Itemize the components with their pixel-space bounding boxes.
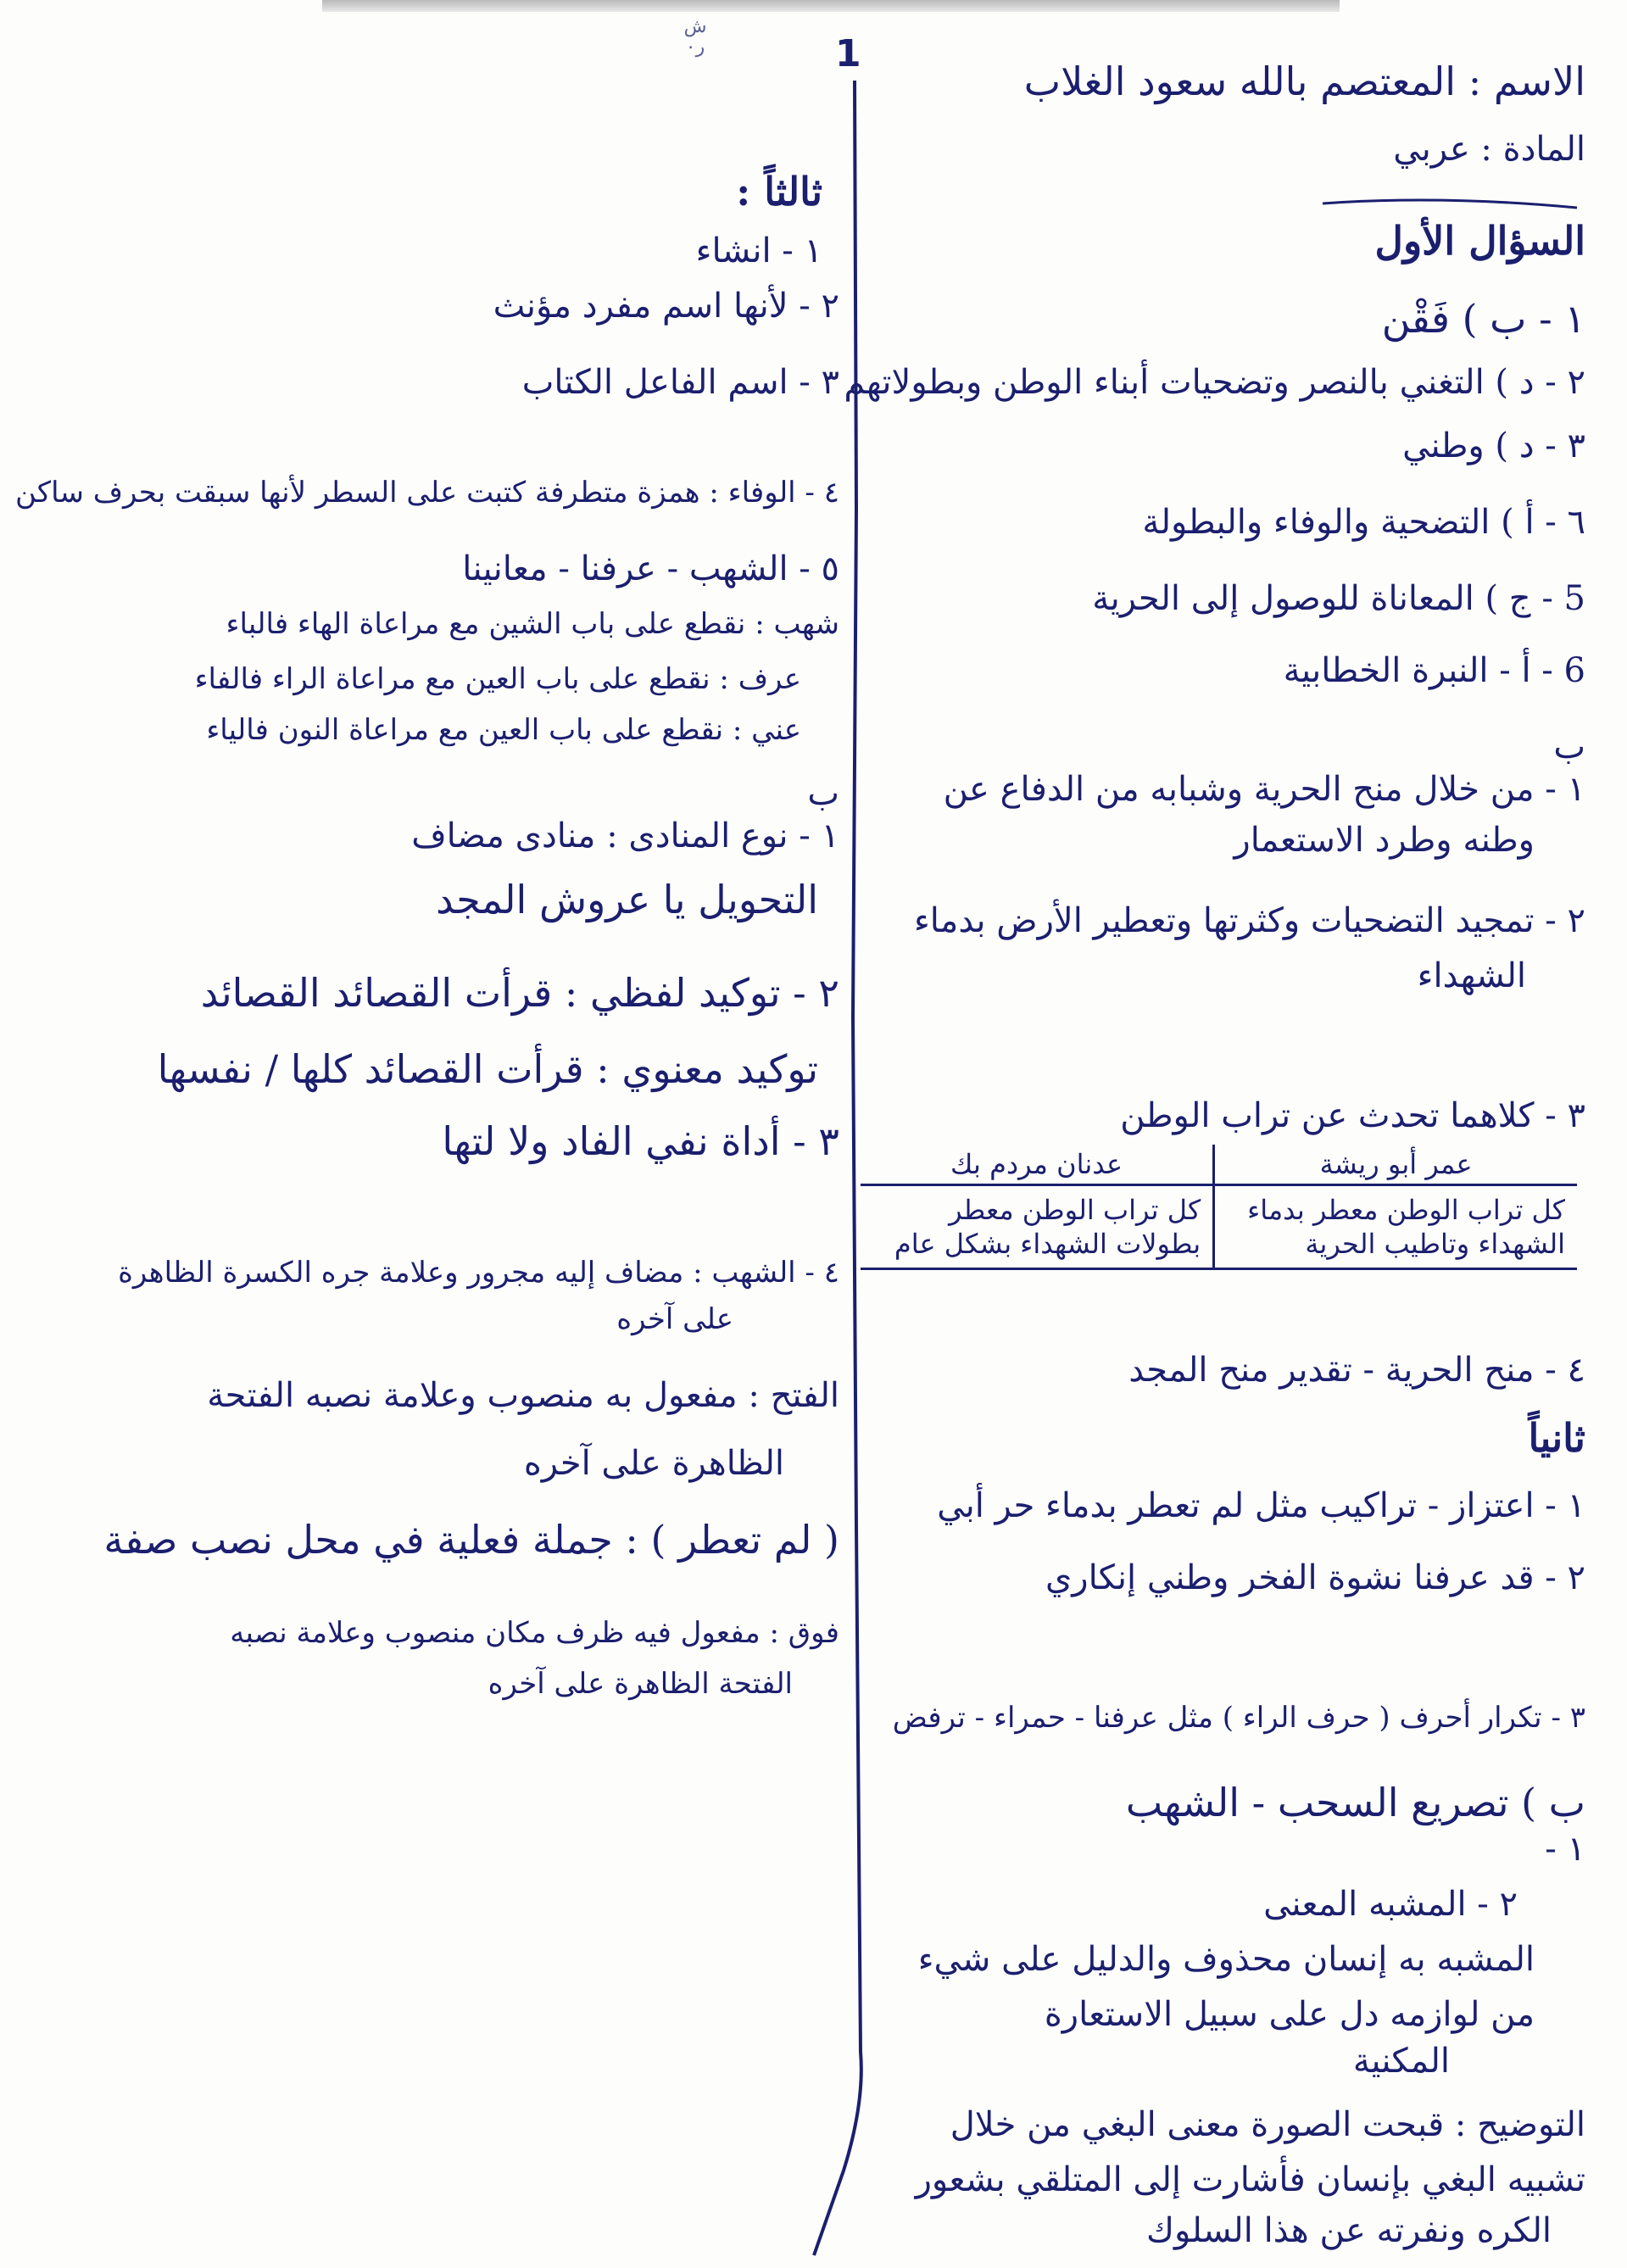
b4-line: ٤ - منح الحرية - تقدير منح المجد bbox=[1128, 1351, 1585, 1390]
left-item: ٣ - اسم الفاعل الكتاب bbox=[521, 363, 839, 402]
subject-line: المادة : عربي bbox=[1393, 130, 1585, 169]
answer-item: 5 - ج ) المعاناة للوصول إلى الحرية bbox=[1092, 579, 1585, 618]
left-b-item: توكيد معنوي : قرأت القصائد كلها / نفسها bbox=[157, 1046, 818, 1092]
thaniyan-item: ١ - اعتزاز - تراكيب مثل لم تعطر بدماء حر أبي bbox=[937, 1486, 1585, 1525]
answer-item: ٦ - أ ) التضحية والوفاء والبطولة bbox=[1142, 503, 1585, 542]
answer-item: ١ - ب ) فَقْن bbox=[1381, 296, 1585, 342]
comparison-table bbox=[861, 1145, 1577, 1270]
b3-title: ٣ - كلاهما تحدث عن تراب الوطن bbox=[1120, 1096, 1585, 1135]
irab-line: ٤ - الشهب : مضاف إليه مجرور وعلامة جره الكسرة الظاهرة bbox=[118, 1256, 839, 1290]
b-two-line: من لوازمه دل على سبيل الاستعارة bbox=[1044, 1995, 1535, 2034]
thaniyan-item: ٢ - قد عرفنا نشوة الفخر وطني إنكاري bbox=[1045, 1558, 1585, 1597]
irab-line: فوق : مفعول فيه ظرف مكان منصوب وعلامة نصبه bbox=[230, 1616, 839, 1650]
right-column bbox=[844, 0, 1602, 2268]
item5-detail: عرف : نقطع على باب العين مع مراعاة الراء فالفاء bbox=[194, 662, 801, 696]
b-two-title: ٢ - المشبه المعنى bbox=[1263, 1885, 1518, 1924]
left-b-item: ٢ - توكيد لفظي : قرأت القصائد القصائد bbox=[200, 970, 839, 1016]
b-two-line: المكنية bbox=[1352, 2042, 1450, 2081]
table-header: عدنان مردم بك bbox=[861, 1145, 1214, 1185]
answer-item: ٢ - د ) التغني بالنصر وتضحيات أبناء الوطن وبطولاتهم bbox=[844, 363, 1585, 402]
item5-detail: عني : نقطع على باب العين مع مراعاة النون فالياء bbox=[206, 713, 801, 747]
irab-line: ( لم تعطر ) : جملة فعلية في محل نصب صفة bbox=[103, 1517, 839, 1563]
irab-line: الفتح : مفعول به منصوب وعلامة نصبه الفتحة bbox=[207, 1376, 839, 1415]
left-b-label: ب bbox=[807, 774, 839, 813]
thalithan-title: ثالثاً : bbox=[736, 169, 822, 215]
item5-detail: شهب : نقطع على باب الشين مع مراعاة الهاء فالباء bbox=[226, 607, 839, 641]
table-header: عمر أبو ريشة bbox=[1214, 1145, 1577, 1185]
left-b-item: التحويل يا عروش المجد bbox=[436, 877, 818, 922]
b-one: ١ - bbox=[1545, 1830, 1585, 1869]
closing-line: التوضيح : قبحت الصورة معنى البغي من خلال bbox=[950, 2105, 1585, 2144]
thaniyan-item: ٣ - تكرار أحرف ( حرف الراء ) مثل عرفنا - حمراء - ترفض bbox=[892, 1701, 1585, 1735]
b2-line: الشهداء bbox=[1417, 956, 1526, 995]
table-cell: كل تراب الوطن معطر بدماء الشهداء وتاطيب الحرية bbox=[1247, 1194, 1565, 1260]
student-name: الاسم : المعتصم بالله سعود الغلاب bbox=[1023, 59, 1585, 104]
left-item: ٥ - الشهب - عرفنا - معانينا bbox=[462, 549, 839, 588]
b1-line: ١ - من خلال منح الحرية وشبابه من الدفاع عن bbox=[943, 770, 1585, 809]
b-heading: ب ) تصريع السحب - الشهب bbox=[1125, 1780, 1585, 1825]
b2-line: ٢ - تمجيد التضحيات وكثرتها وتعطير الأرض بدماء bbox=[913, 901, 1585, 940]
question-one-title: السؤال الأول bbox=[1374, 218, 1585, 264]
b1-line: وطنه وطرد الاستعمار bbox=[1234, 821, 1535, 860]
thaniyan-title: ثانياً bbox=[1528, 1415, 1585, 1461]
corner-note-line: ر٠ bbox=[685, 36, 705, 58]
left-item: ٢ - لأنها اسم مفرد مؤنث bbox=[493, 287, 839, 326]
irab-line: الفتحة الظاهرة على آخره bbox=[488, 1667, 793, 1701]
irab-line: على آخره bbox=[616, 1302, 733, 1336]
section-b-label: ب bbox=[1553, 727, 1585, 766]
closing-line: الكره ونفرته عن هذا السلوك bbox=[1146, 2211, 1552, 2250]
table-cell: كل تراب الوطن معطر بطولات الشهداء بشكل عام bbox=[861, 1185, 1214, 1269]
answer-item: ٣ - د ) وطني bbox=[1402, 426, 1585, 465]
table-row bbox=[861, 1185, 1577, 1269]
left-b-item: ٣ - أداة نفي الفاد ولا لتها bbox=[442, 1118, 839, 1164]
irab-line: الظاهرة على آخره bbox=[523, 1444, 784, 1483]
left-b-item: ١ - نوع المنادى : منادى مضاف bbox=[411, 816, 839, 855]
corner-note-line: ش bbox=[683, 16, 707, 37]
left-item: ١ - انشاء bbox=[695, 231, 822, 270]
b-two-line: المشبه به إنسان محذوف والدليل على شيء bbox=[917, 1940, 1535, 1979]
page-number: 1 bbox=[835, 32, 861, 75]
left-column bbox=[17, 0, 852, 2268]
closing-line: تشبيه البغي بإنسان فأشارت إلى المتلقي بشعور bbox=[915, 2160, 1585, 2199]
left-item: ٤ - الوفاء : همزة متطرفة كتبت على السطر لأنها سبقت بحرف ساكن bbox=[15, 476, 839, 510]
answer-item: 6 - أ - النبرة الخطابية bbox=[1283, 651, 1585, 690]
